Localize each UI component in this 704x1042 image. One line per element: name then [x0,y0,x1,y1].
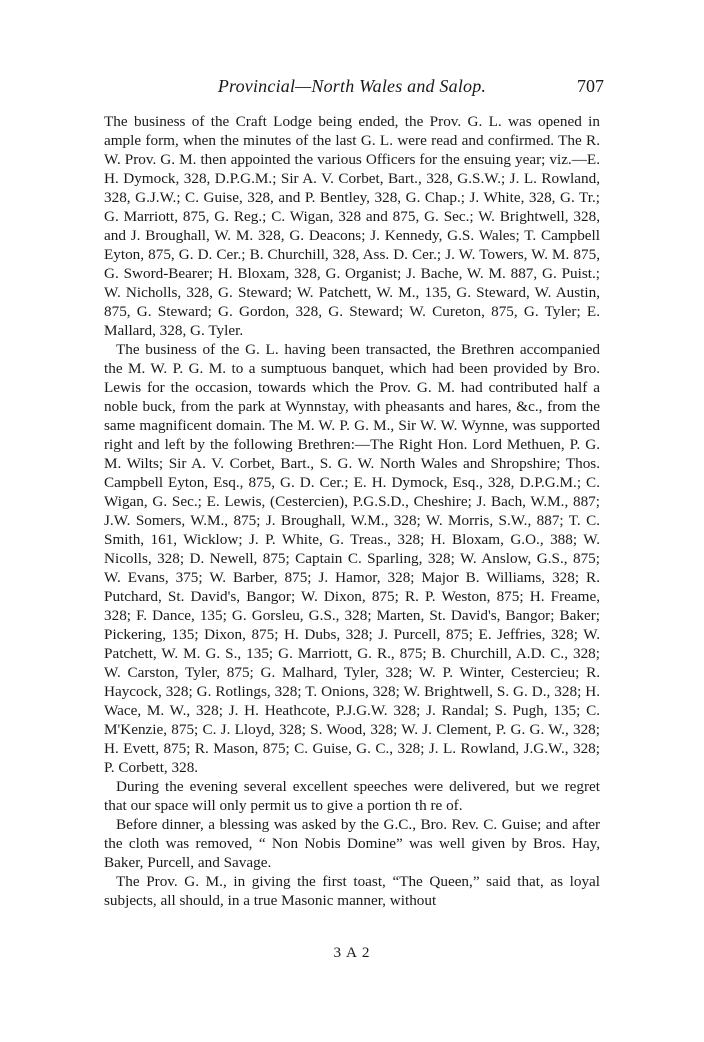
signature-mark: 3 A 2 [333,944,371,961]
paragraph-officers: The business of the Craft Lodge being ended, the Prov. G. L. was opened in ample form, when the minutes of the last G. L. were read and confirmed. The R. W. Prov. G. M. then appointed the various Officers for the ensuing year; viz.—E. H. Dymock, 328, D.P.G.M.; Sir A. V. Corbet, Bart., 328, G.S.W.; J. L. Rowland, 328, G.J.W.; C. Guise, 328, and P. Bentley, 328, G. Chap.; J. White, 328, G. Tr.; G. Marriott, 875, G. Reg.; C. Wigan, 328 and 875, G. Sec.; W. Brightwell, 328, and J. Broughall, W. M. 328, G. Deacons; J. Kennedy, G.S. Wales; T. Campbell Eyton, 875, G. D. Cer.; B. Churchill, 328, Ass. D. Cer.; J. W. Towers, W. M. 875, G. Sword-Bearer; H. Bloxam, 328, G. Organist; J. Bache, W. M. 887, G. Puist.; W. Nicholls, 328, G. Steward; W. Patchett, W. M., 135, G. Steward, W. Austin, 875, G. Steward; G. Gordon, 328, G. Steward; W. Cureton, 875, G. Tyler; E. Mallard, 328, G. Tyler. [104,113,600,339]
paragraph-speeches: During the evening several excellent speeches were delivered, but we regret that our space will only permit us to give a portion th re of. [104,778,600,814]
paragraph-banquet: The business of the G. L. having been transacted, the Brethren accompanied the M. W. P. G. M. to a sumptuous banquet, which had been provided by Bro. Lewis for the occasion, towards which the Prov. G. M. had contributed half a noble buck, from the park at Wynnstay, with pheasants and hares, &c., from the same magnificent domain. The M. W. P. G. M., Sir W. W. Wynne, was supported right and left by the following Brethren:—The Right Hon. Lord Methuen, P. G. M. Wilts; Sir A. V. Corbet, Bart., S. G. W. North Wales and Shropshire; Thos. Campbell Eyton, Esq., 875, G. D. Cer.; E. H. Dymock, Esq., 328, D.P.G.M.; C. Wigan, G. Sec.; E. Lewis, (Cestercien), P.G.S.D., Cheshire; J. Bach, W.M., 887; J.W. Somers, W.M., 875; J. Broughall, W.M., 328; W. Morris, S.W., 887; T. C. Smith, 161, Wicklow; J. P. White, G. Treas., 328; H. Bloxam, G.O., 388; W. Nicolls, 328; D. Newell, 875; Captain C. Sparling, 328; W. Anslow, G.S., 875; W. Evans, 375; W. Barber, 875; J. Hamor, 328; Major B. Williams, 328; R. Putchard, St. David's, Bangor; W. Dixon, 875; R. P. Weston, 875; H. Freame, 328; F. Dance, 135; G. Gorsleu, G.S., 328; Marten, St. David's, Bangor; Baker; Pickering, 135; Dixon, 875; H. Dubs, 328; J. Purcell, 875; E. Jeffries, 328; W. Patchett, W. M. G. S., 135; G. Marriott, G. R., 875; B. Churchill, A.D. C., 328; W. Carston, Tyler, 875; G. Malhard, Tyler, 328; W. P. Winter, Cestercieu; R. Haycock, 328; G. Rotlings, 328; T. Onions, 328; W. Brightwell, S. G. D., 328; H. Wace, M. W., 328; J. H. Heathcote, P.J.G.W. 328; J. Randal; S. Pugh, 135; C. M'Kenzie, 875; C. J. Lloyd, 328; S. Wood, 328; W. J. Clement, P. G. G. W., 328; H. Evett, 875; R. Mason, 875; C. Guise, G. C., 328; J. L. Rowland, J.G.W., 328; P. Corbett, 328. [104,341,600,776]
running-head [104,76,604,100]
page-number: 707 [577,76,604,96]
running-title: Provincial—North Wales and Salop. [217,76,487,96]
paragraph-blessing: Before dinner, a blessing was asked by the G.C., Bro. Rev. C. Guise; and after the cloth was removed, “ Non Nobis Domine” was well given by Bros. Hay, Baker, Purcell, and Savage. [104,816,600,871]
body-text [104,112,600,910]
paragraph-first-toast: The Prov. G. M., in giving the first toast, “The Queen,” said that, as loyal subjects, all should, in a true Masonic manner, without [104,873,600,909]
